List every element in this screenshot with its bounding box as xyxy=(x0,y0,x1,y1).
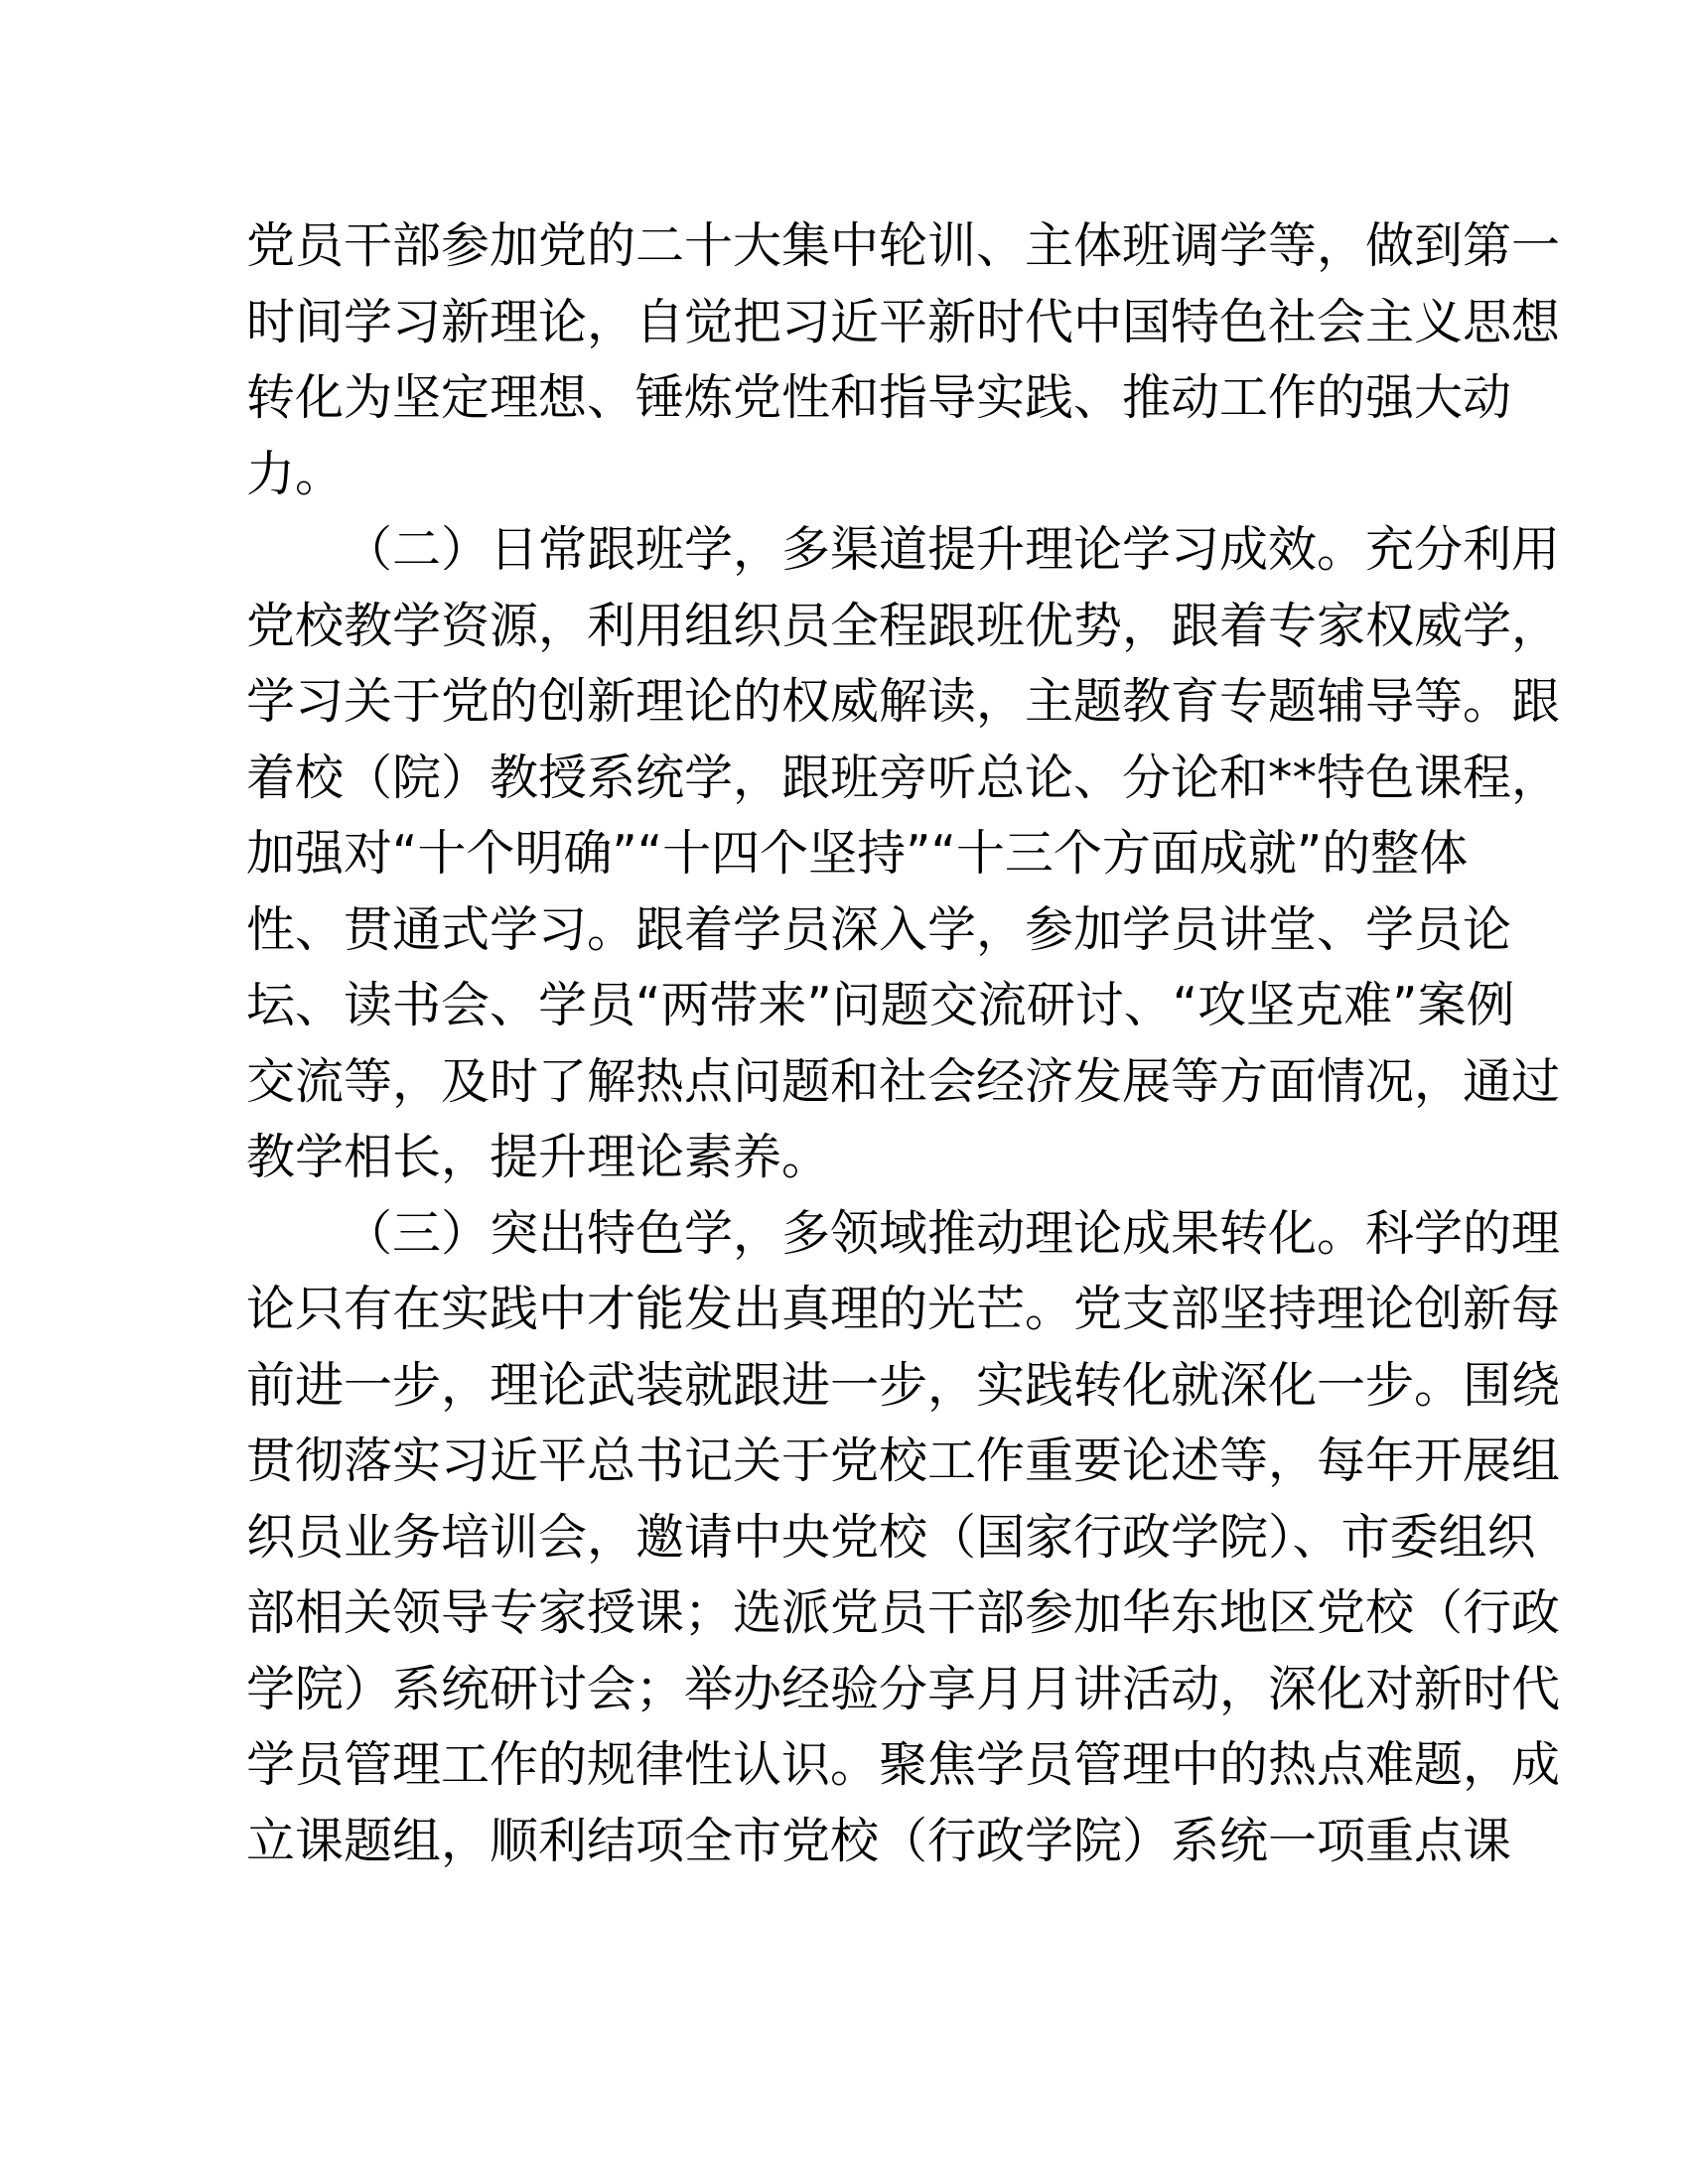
document-body xyxy=(246,208,1561,1879)
text-line: 交流等，及时了解热点问题和社会经济发展等方面情况，通过 xyxy=(246,1052,1561,1110)
text-line: 党校教学资源，利用组织员全程跟班优势，跟着专家权威学， xyxy=(246,597,1561,654)
text-line: 贯彻落实习近平总书记关于党校工作重要论述等，每年开展组 xyxy=(246,1433,1561,1489)
text-line: 立课题组，顺利结项全市党校（行政学院）系统一项重点课 xyxy=(246,1812,1512,1869)
text-line: 加强对“十个明确”“十四个坚持”“十三个方面成就”的整体 xyxy=(246,825,1469,882)
text-line: 论只有在实践中才能发出真理的光芒。党支部坚持理论创新每 xyxy=(246,1281,1561,1337)
text-line: 时间学习新理论，自觉把习近平新时代中国特色社会主义思想 xyxy=(246,293,1561,350)
paragraph-heading-2: （二）日常跟班学，多渠道提升理论学习成效。充分利用 xyxy=(344,521,1561,578)
text-line: 学习关于党的创新理论的权威解读，主题教育专题辅导等。跟 xyxy=(246,673,1561,730)
text-line: 学院）系统研讨会；举办经验分享月月讲活动，深化对新时代 xyxy=(246,1660,1561,1717)
text-line: 教学相长，提升理论素养。 xyxy=(246,1129,831,1185)
text-line: 部相关领导专家授课；选派党员干部参加华东地区党校（行政 xyxy=(246,1584,1561,1641)
text-line: 党员干部参加党的二十大集中轮训、主体班调学等，做到第一 xyxy=(246,217,1561,274)
text-line: 力。 xyxy=(246,445,345,502)
paragraph-heading-3: （三）突出特色学，多领域推动理论成果转化。科学的理 xyxy=(344,1204,1561,1262)
text-line: 着校（院）教授系统学，跟班旁听总论、分论和**特色课程， xyxy=(246,749,1561,806)
text-line: 性、贯通式学习。跟着学员深入学，参加学员讲堂、学员论 xyxy=(246,900,1512,958)
text-line: 前进一步，理论武装就跟进一步，实践转化就深化一步。围绕 xyxy=(246,1356,1561,1414)
text-line: 织员业务培训会，邀请中央党校（国家行政学院）、市委组织 xyxy=(246,1508,1536,1566)
text-line: 坛、读书会、学员“两带来”问题交流研讨、“攻坚克难”案例 xyxy=(246,977,1515,1033)
text-line: 转化为坚定理想、锤炼党性和指导实践、推动工作的强大动 xyxy=(246,369,1512,426)
text-line: 学员管理工作的规律性认识。聚焦学员管理中的热点难题，成 xyxy=(246,1736,1561,1793)
